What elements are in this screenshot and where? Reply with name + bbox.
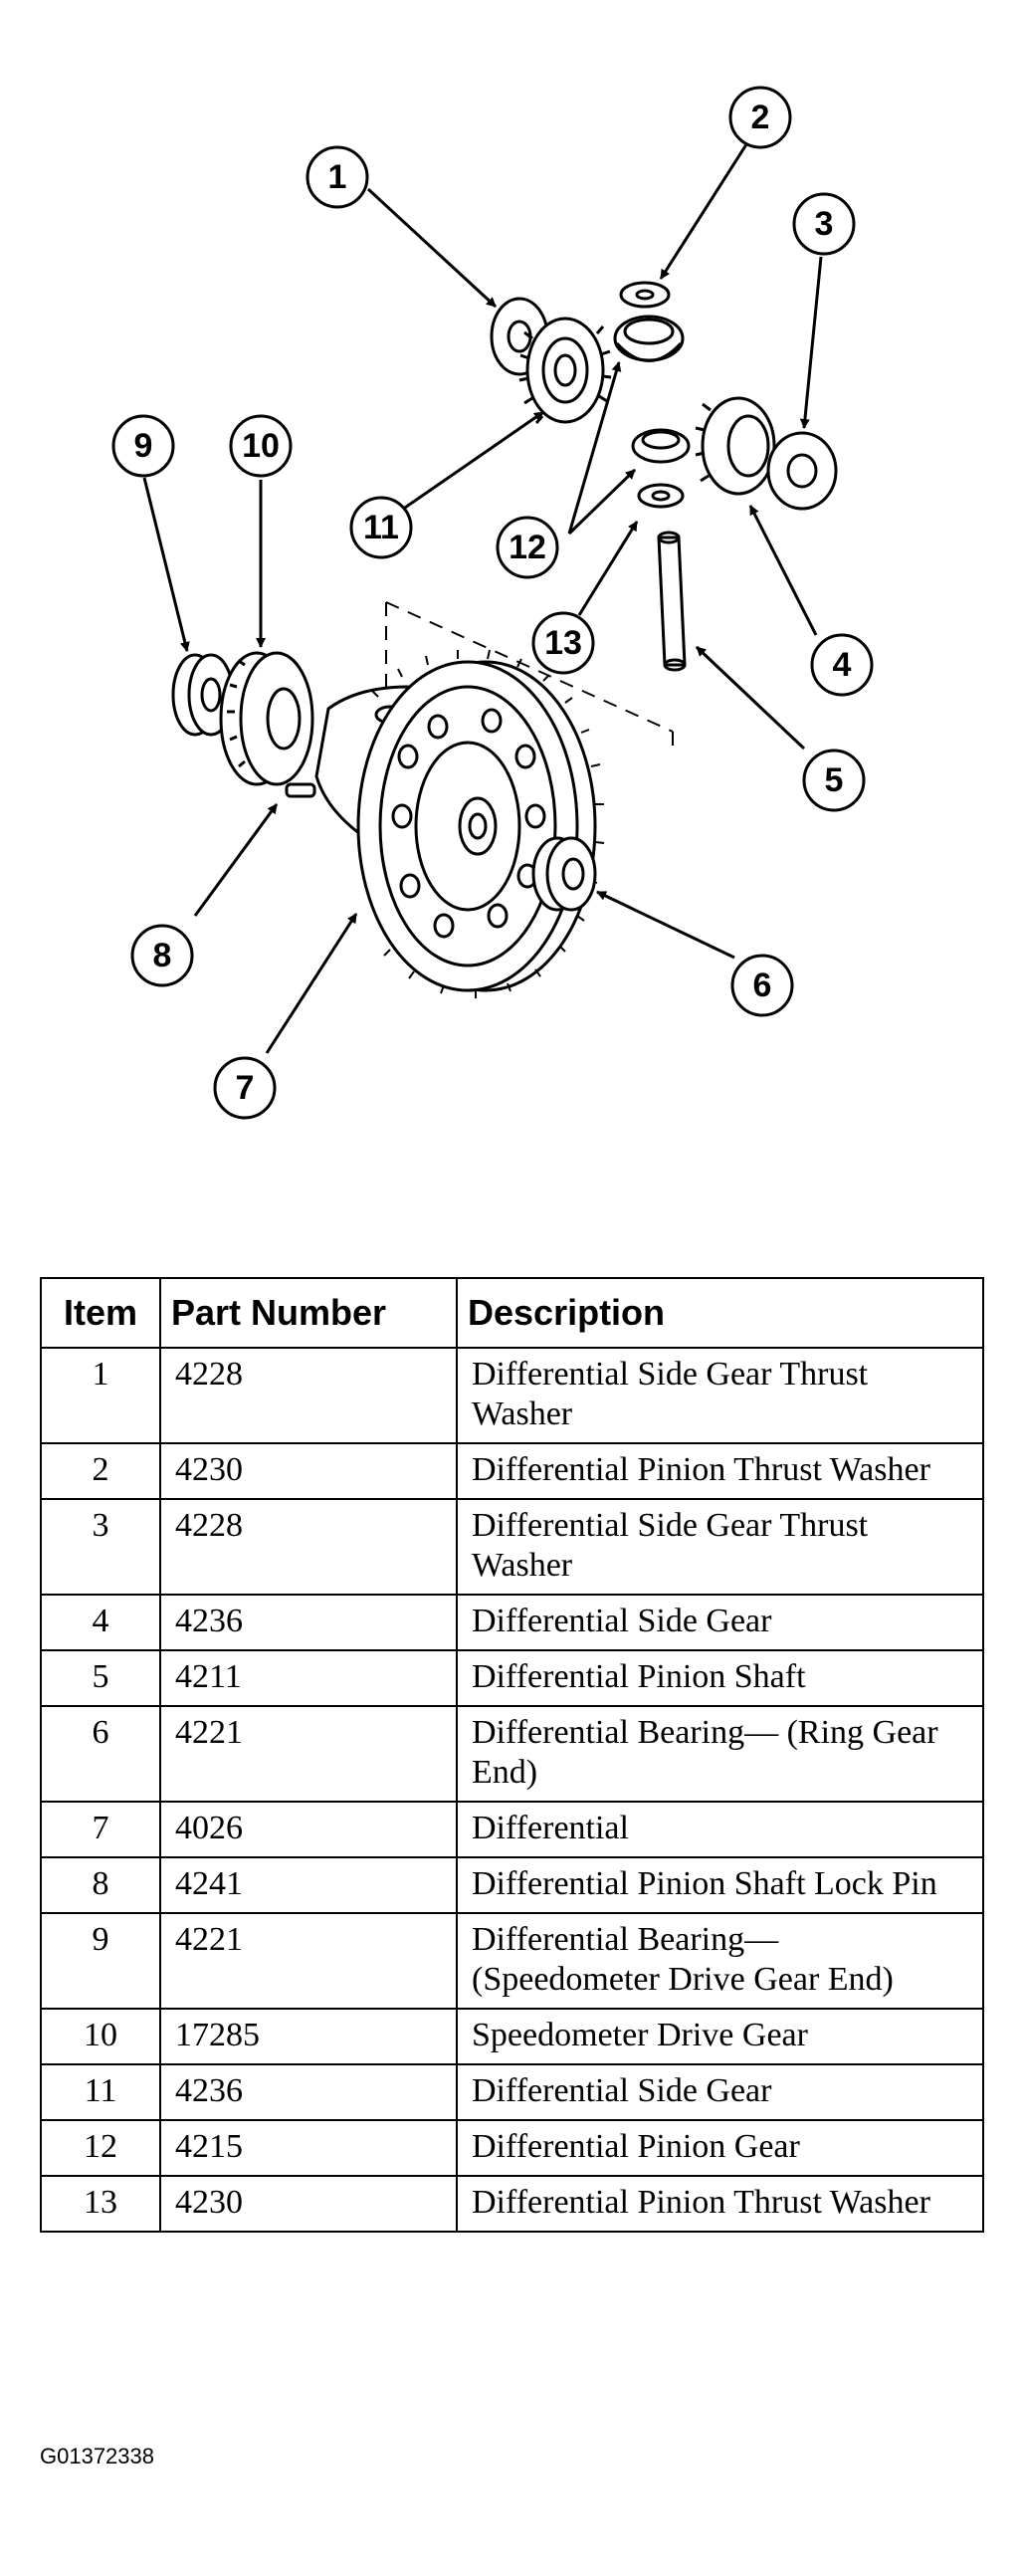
cell-description: Differential Side Gear Thrust Washer bbox=[457, 1348, 983, 1443]
cell-item: 4 bbox=[41, 1595, 160, 1650]
parts-table bbox=[40, 1277, 984, 2233]
cell-description: Differential Side Gear Thrust Washer bbox=[457, 1499, 983, 1595]
cell-part-number: 4215 bbox=[160, 2120, 457, 2176]
cell-part-number: 4221 bbox=[160, 1913, 457, 2009]
cell-item: 11 bbox=[41, 2064, 160, 2120]
cell-part-number: 4230 bbox=[160, 1443, 457, 1499]
cell-description: Differential Bearing— (Ring Gear End) bbox=[457, 1706, 983, 1802]
cell-item: 2 bbox=[41, 1443, 160, 1499]
header-description: Description bbox=[457, 1278, 983, 1348]
cell-description: Differential Side Gear bbox=[457, 2064, 983, 2120]
part-5-pinion-shaft bbox=[659, 533, 685, 670]
cell-part-number: 4228 bbox=[160, 1499, 457, 1595]
table-row bbox=[41, 1650, 983, 1706]
table-row bbox=[41, 2009, 983, 2064]
cell-item: 8 bbox=[41, 1857, 160, 1913]
part-12-pinion-gear-lower bbox=[633, 430, 689, 462]
callout-5: 5 bbox=[824, 761, 844, 799]
parts-table-container bbox=[40, 1277, 982, 2233]
cell-part-number: 4221 bbox=[160, 1706, 457, 1802]
cell-part-number: 4236 bbox=[160, 1595, 457, 1650]
cell-description: Differential Pinion Thrust Washer bbox=[457, 1443, 983, 1499]
callout-12: 12 bbox=[509, 529, 546, 566]
header-item: Item bbox=[41, 1278, 160, 1348]
table-row bbox=[41, 1706, 983, 1802]
header-part-number: Part Number bbox=[160, 1278, 457, 1348]
cell-description: Differential Bearing— (Speedometer Drive Gear End) bbox=[457, 1913, 983, 2009]
cell-part-number: 4026 bbox=[160, 1802, 457, 1857]
callout-4: 4 bbox=[832, 646, 852, 684]
cell-description: Differential bbox=[457, 1802, 983, 1857]
cell-description: Speedometer Drive Gear bbox=[457, 2009, 983, 2064]
cell-item: 13 bbox=[41, 2176, 160, 2232]
cell-part-number: 4211 bbox=[160, 1650, 457, 1706]
table-row bbox=[41, 1913, 983, 2009]
table-row bbox=[41, 2064, 983, 2120]
callout-8: 8 bbox=[152, 937, 172, 974]
cell-item: 3 bbox=[41, 1499, 160, 1595]
callout-1: 1 bbox=[327, 158, 347, 196]
table-row bbox=[41, 2176, 983, 2232]
cell-description: Differential Pinion Thrust Washer bbox=[457, 2176, 983, 2232]
table-row bbox=[41, 1499, 983, 1595]
cell-item: 7 bbox=[41, 1802, 160, 1857]
callout-2: 2 bbox=[750, 99, 770, 136]
cell-part-number: 4241 bbox=[160, 1857, 457, 1913]
part-4-side-gear bbox=[696, 398, 774, 494]
cell-description: Differential Pinion Shaft Lock Pin bbox=[457, 1857, 983, 1913]
cell-item: 12 bbox=[41, 2120, 160, 2176]
table-row bbox=[41, 1443, 983, 1499]
part-2-thrust-washer bbox=[621, 283, 669, 307]
table-row bbox=[41, 2120, 983, 2176]
table-row bbox=[41, 1595, 983, 1650]
table-header-row bbox=[41, 1278, 983, 1348]
callout-6: 6 bbox=[752, 966, 772, 1004]
callout-3: 3 bbox=[814, 205, 834, 243]
table-row bbox=[41, 1857, 983, 1913]
cell-item: 10 bbox=[41, 2009, 160, 2064]
callout-11: 11 bbox=[363, 509, 399, 546]
cell-item: 6 bbox=[41, 1706, 160, 1802]
part-12-pinion-gear-upper bbox=[615, 317, 683, 361]
cell-item: 1 bbox=[41, 1348, 160, 1443]
callout-9: 9 bbox=[133, 427, 153, 465]
table-row bbox=[41, 1802, 983, 1857]
cell-description: Differential Pinion Shaft bbox=[457, 1650, 983, 1706]
cell-description: Differential Pinion Gear bbox=[457, 2120, 983, 2176]
table-row bbox=[41, 1348, 983, 1443]
cell-part-number: 17285 bbox=[160, 2009, 457, 2064]
cell-part-number: 4230 bbox=[160, 2176, 457, 2232]
part-7-differential-case bbox=[316, 650, 604, 998]
part-6-bearing bbox=[533, 838, 595, 910]
cell-item: 9 bbox=[41, 1913, 160, 2009]
cell-part-number: 4236 bbox=[160, 2064, 457, 2120]
callout-10: 10 bbox=[242, 427, 280, 465]
exploded-view-diagram bbox=[0, 0, 1022, 1194]
callout-7: 7 bbox=[235, 1069, 255, 1107]
figure-code: G01372338 bbox=[40, 2444, 154, 2469]
part-10-speedometer-gear bbox=[221, 653, 312, 784]
cell-item: 5 bbox=[41, 1650, 160, 1706]
part-13-thrust-washer bbox=[639, 485, 683, 507]
part-3-thrust-washer bbox=[768, 433, 836, 509]
cell-part-number: 4228 bbox=[160, 1348, 457, 1443]
cell-description: Differential Side Gear bbox=[457, 1595, 983, 1650]
callout-13: 13 bbox=[544, 624, 582, 662]
part-8-lock-pin bbox=[287, 784, 314, 796]
